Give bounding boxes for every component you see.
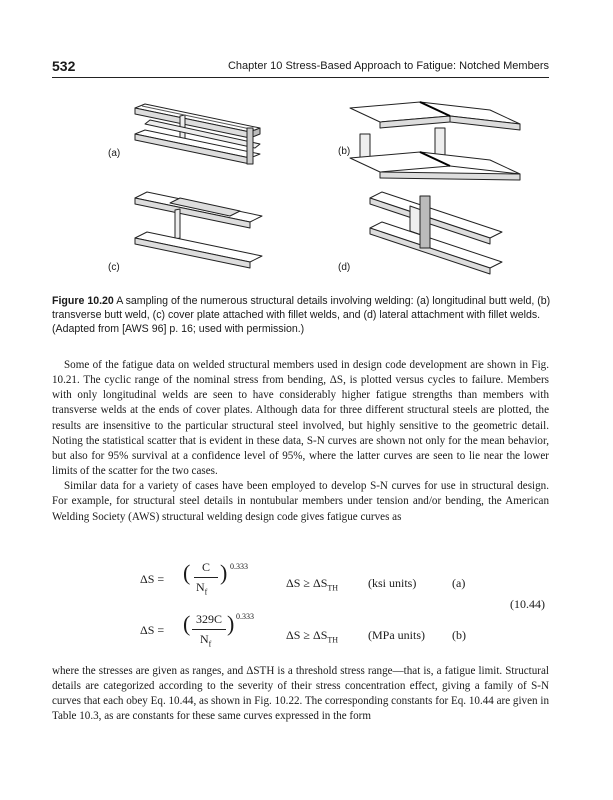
beam-a (135, 104, 260, 164)
page-header (52, 58, 549, 78)
equation-b-units: (MPa units) (368, 628, 425, 642)
equation-number: (10.44) (510, 597, 545, 611)
equation-a-numerator: C (201, 560, 210, 574)
figure-10-20 (90, 88, 530, 288)
caption-lead: Figure 10.20 (52, 295, 114, 307)
figure-label-b: (b) (338, 146, 351, 157)
equation-b-lhs: ΔS = (140, 623, 165, 637)
equation-b-fraction-bar (192, 629, 226, 630)
equation-b-paren-close: ) (227, 611, 235, 636)
header-rule (52, 77, 549, 78)
figure-label-c: (c) (108, 262, 120, 273)
equation-b-denominator: $N_f$ (200, 632, 212, 649)
beam-b (350, 102, 520, 180)
equation-a-tag: (a) (452, 576, 466, 590)
equation-b-numerator: 329C (195, 612, 222, 626)
body-text-top (52, 358, 549, 525)
paragraph-1: Some of the fatigue data on welded structural members used in design code development are shown in Fig. 10.21. The cyclic range of the nominal stress from bending, ΔS, is plotted versus cycles to failure. Members with only longitudinal welds are seen to have considerably higher fatigue strengths than members with transverse welds at the ends of cover plates. Although data for three different structural steels are plotted, the results are insensitive to the particular structural steel involved, but highly sensitive to the geometric detail. Noting the statistical scatter that is evident in these data, S-N curves are shown not only for the mean behavior, but also for 95% survival at a confidence level of 95%, where the latter curves are seen to lie near the lower limits of the scatter for the two cases. (52, 359, 549, 478)
equation-a-units: (ksi units) (368, 576, 417, 590)
equation-a-paren-close: ) (220, 560, 228, 585)
page-number: 532 (52, 58, 76, 74)
caption-text: A sampling of the numerous structural details involving welding: (a) longitudinal butt weld, (b) transverse butt weld, (c) cover plate attached with fillet welds, and (d) lateral attachment with fillet welds. (Adapted from [AWS 96] p. 16; used with permission.) (52, 295, 551, 336)
equation-a-exponent: 0.333 (230, 562, 248, 571)
equation-b-exponent: 0.333 (236, 612, 254, 621)
beam-d (370, 192, 502, 274)
figure-label-a: (a) (108, 148, 121, 159)
equation-b-condition: $\Delta S \ge \Delta S_{TH}$ (286, 628, 339, 645)
paragraph-3: where the stresses are given as ranges, and ΔSTH is a threshold stress range—that is, a fatigue limit. Structural details are categorized according to the severity of their stress concentration effect, giving a family of S-N curves that each obey Eq. 10.44, as shown in Fig. 10.22. The corresponding constants for Eq. 10.44 are given in Table 10.3, as are constants for these same curves expressed in the form (52, 665, 549, 723)
figure-label-d: (d) (338, 262, 351, 273)
paragraph-2: Similar data for a variety of cases have been employed to develop S-N curves for use in structural design. For example, for structural steel details in nontubular members under tension and/or bending, the American Welding Society (AWS) structural welding design code gives fatigue curves as (52, 480, 549, 523)
body-text-bottom (52, 664, 549, 725)
equation-b-tag: (b) (452, 628, 466, 642)
beam-c (135, 192, 262, 268)
figure-caption (52, 294, 552, 337)
equation-a-lhs: ΔS = (140, 572, 165, 586)
equation-b-paren: ( (183, 611, 191, 636)
equation-a-fraction-bar (194, 577, 218, 578)
weld-details-illustration (90, 88, 530, 288)
equation-a-denominator: $N_f$ (196, 580, 208, 597)
equation-a-condition: $\Delta S \ge \Delta S_{TH}$ (286, 576, 339, 593)
equation-a-paren: ( (183, 560, 191, 585)
running-head: Chapter 10 Stress-Based Approach to Fatigue: Notched Members (227, 60, 549, 72)
